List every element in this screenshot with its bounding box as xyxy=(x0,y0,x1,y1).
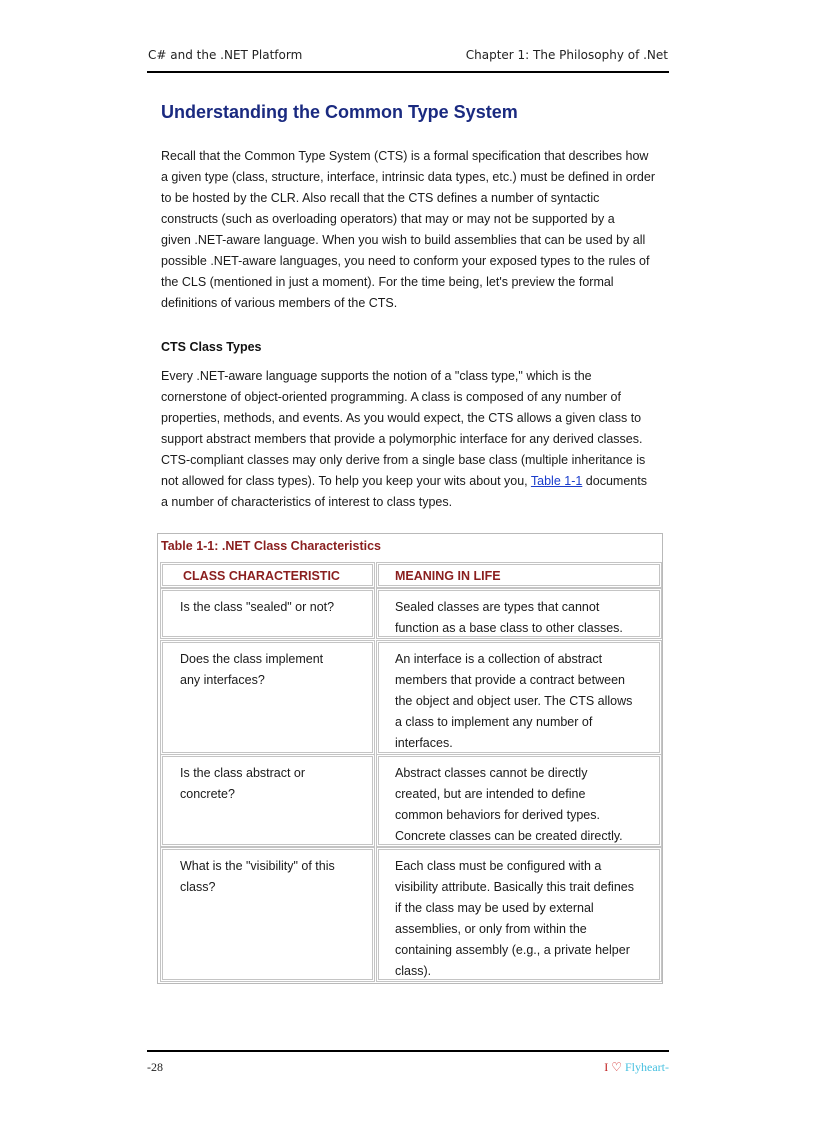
text-line: possible .NET-aware languages, you need to conform your exposed types to the rules of xyxy=(161,254,650,268)
text-line: definitions of various members of the CTS. xyxy=(161,296,398,310)
subsection-title: CTS Class Types xyxy=(161,340,262,354)
table-cell-meaning xyxy=(376,640,662,755)
cell-line: concrete? xyxy=(180,787,235,801)
cell-line: any interfaces? xyxy=(180,673,265,687)
cell-line: class). xyxy=(395,964,432,978)
cell-line: An interface is a collection of abstract xyxy=(395,652,603,666)
cell-line: What is the "visibility" of this xyxy=(180,859,335,873)
text-line: properties, methods, and events. As you would expect, the CTS allows a given class to xyxy=(161,411,642,425)
table-cell-characteristic xyxy=(160,640,375,755)
text-line: cornerstone of object-oriented programming. A class is composed of any number of xyxy=(161,390,621,404)
section-title: Understanding the Common Type System xyxy=(161,102,518,122)
text-line: to be hosted by the CLR. Also recall that the CTS defines a number of syntactic xyxy=(161,191,600,205)
table-cell-meaning xyxy=(376,847,662,982)
cell-line: common behaviors for derived types. xyxy=(395,808,600,822)
text-line: a number of characteristics of interest to class types. xyxy=(161,495,453,509)
cell-line: Sealed classes are types that cannot xyxy=(395,600,600,614)
text-line: constructs (such as overloading operators) that may or may not be supported by a xyxy=(161,212,615,226)
cell-line: a class to implement any number of xyxy=(395,715,593,729)
table-cell-meaning xyxy=(376,754,662,847)
page-number: -28 xyxy=(147,1060,163,1074)
cell-line: Abstract classes cannot be directly xyxy=(395,766,588,780)
text-fragment: documents xyxy=(582,474,647,488)
table-1-1-link[interactable]: Table 1-1 xyxy=(530,474,583,488)
table-cell-characteristic xyxy=(160,754,375,847)
text-line: the CLS (mentioned in just a moment). For the time being, let's preview the formal xyxy=(161,275,614,289)
cell-line: assemblies, or only from within the xyxy=(395,922,587,936)
text-fragment: not allowed for class types). To help you keep your wits about you, xyxy=(161,474,528,488)
table-caption: Table 1-1: .NET Class Characteristics xyxy=(161,539,381,553)
cell-line: function as a base class to other classes. xyxy=(395,621,623,635)
intro-paragraph xyxy=(161,146,661,314)
header-divider xyxy=(147,71,669,73)
text-line: given .NET-aware language. When you wish to build assemblies that can be used by all xyxy=(161,233,646,247)
running-header-book-title: C# and the .NET Platform xyxy=(148,48,303,62)
cell-line: Is the class abstract or xyxy=(180,766,306,780)
cell-line: Each class must be configured with a xyxy=(395,859,602,873)
brand-letter: I xyxy=(604,1060,609,1074)
cell-line: created, but are intended to define xyxy=(395,787,586,801)
running-header-chapter: Chapter 1: The Philosophy of .Net xyxy=(465,48,668,62)
heart-icon: ♡ xyxy=(611,1060,622,1074)
cell-line: members that provide a contract between xyxy=(395,673,625,687)
text-line: CTS-compliant classes may only derive from a single base class (multiple inheritance is xyxy=(161,453,646,467)
cell-line: interfaces. xyxy=(395,736,453,750)
text-line: a given type (class, structure, interface, intrinsic data types, etc.) must be defined in order xyxy=(161,170,655,184)
cell-line: Is the class "sealed" or not? xyxy=(180,600,335,614)
table-cell-meaning xyxy=(376,588,662,639)
class-types-paragraph xyxy=(161,366,661,513)
footer-brand xyxy=(604,1060,669,1075)
cell-line: containing assembly (e.g., a private helper xyxy=(395,943,630,957)
cell-line: Concrete classes can be created directly. xyxy=(395,829,623,843)
footer-divider xyxy=(147,1050,669,1052)
cell-line: visibility attribute. Basically this trait defines xyxy=(395,880,634,894)
text-line xyxy=(161,471,661,492)
text-line: Recall that the Common Type System (CTS) is a formal specification that describes how xyxy=(161,149,649,163)
cell-line: if the class may be used by external xyxy=(395,901,594,915)
text-line: support abstract members that provide a polymorphic interface for any derived classes. xyxy=(161,432,643,446)
column-header-meaning: MEANING IN LIFE xyxy=(376,562,662,588)
cell-line: Does the class implement xyxy=(180,652,324,666)
text-line: Every .NET-aware language supports the notion of a "class type," which is the xyxy=(161,369,592,383)
table-cell-characteristic xyxy=(160,588,375,639)
brand-name: Flyheart- xyxy=(625,1060,669,1074)
cell-line: class? xyxy=(180,880,216,894)
table-cell-characteristic xyxy=(160,847,375,982)
cell-line: the object and object user. The CTS allows xyxy=(395,694,633,708)
column-header-characteristic: CLASS CHARACTERISTIC xyxy=(160,562,375,588)
class-characteristics-table xyxy=(157,533,663,984)
